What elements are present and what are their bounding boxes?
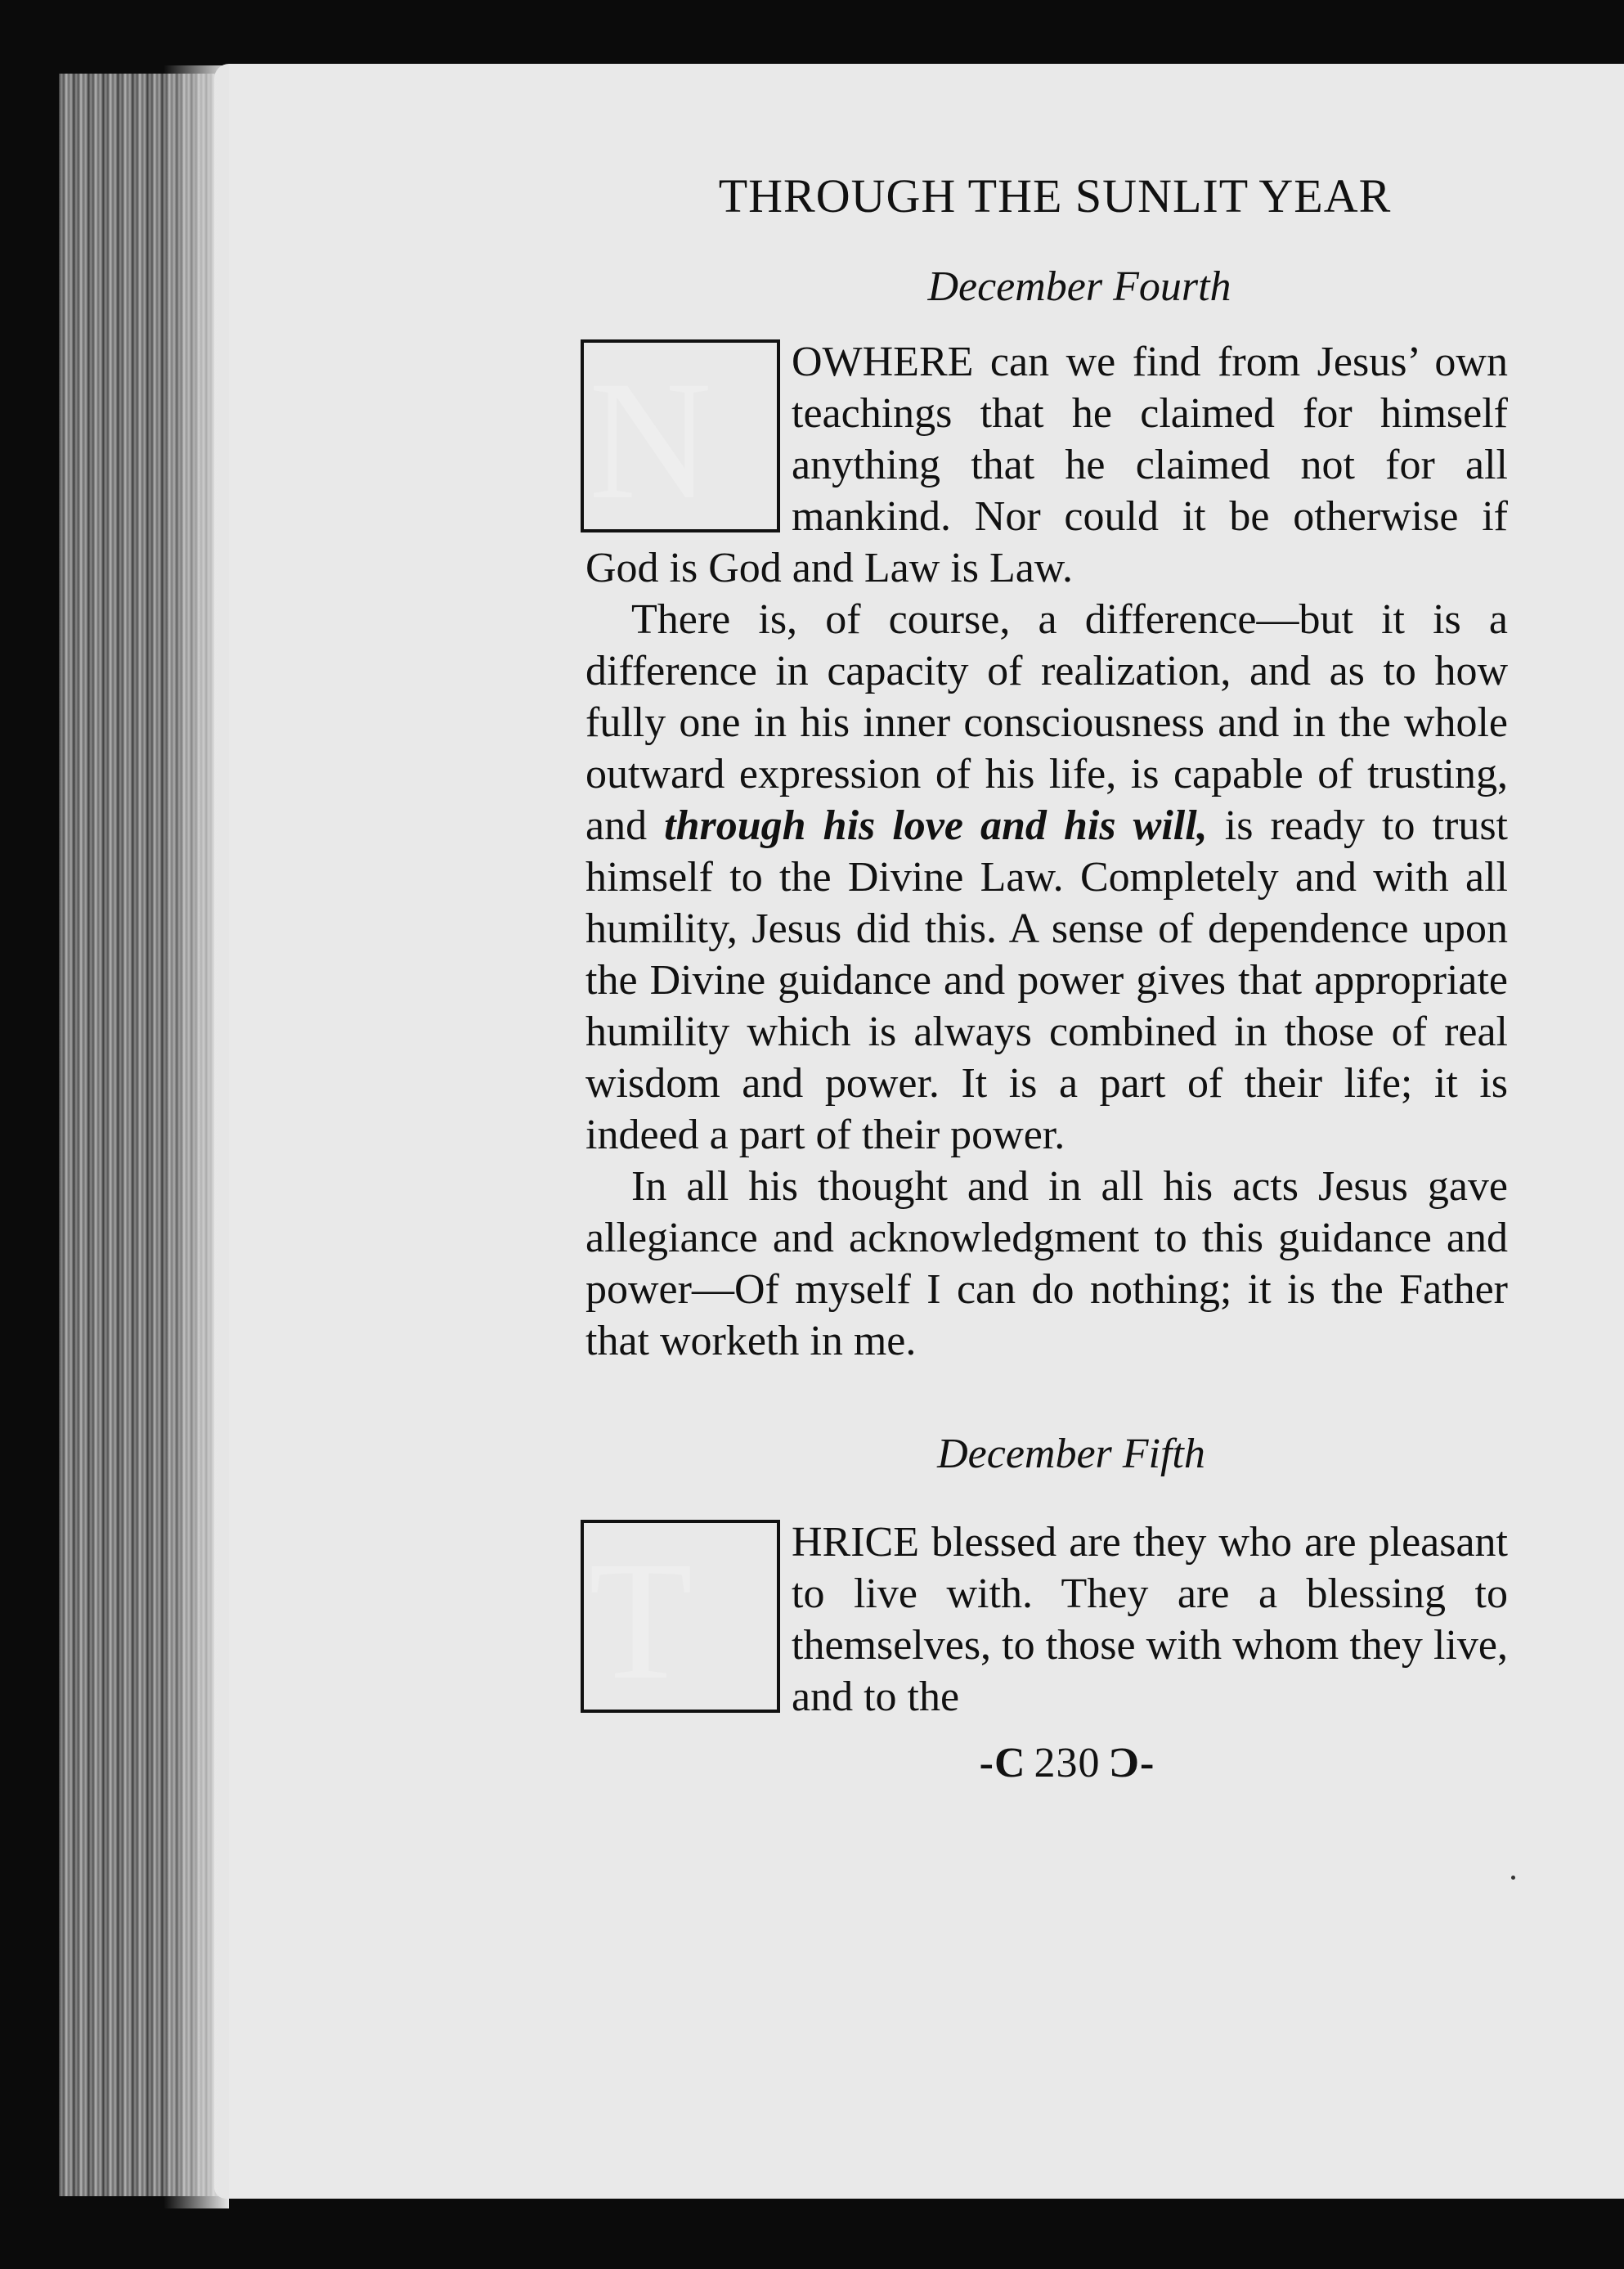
emphasized-text: through his love and his will, — [664, 802, 1208, 849]
paragraph-text: is ready to trust himself to the Divine Law. Completely and with all humility, Jesus did this. A sense of dependence upon the Divine guidance and power gives that appropriate humility which is always combined in those of real wisdom and power. It is a part of their life; it is indeed a part of their power. — [585, 802, 1508, 1158]
entry-paragraph — [585, 1516, 1508, 1723]
running-head: THROUGH THE SUNLIT YEAR — [718, 169, 1392, 222]
entry-paragraph — [585, 336, 1508, 594]
entry-paragraph — [585, 594, 1508, 1161]
ornamental-dropcap — [581, 339, 780, 532]
entry-december-fourth — [585, 263, 1508, 1367]
entry-date-heading: December Fourth — [927, 263, 1231, 310]
paragraph-text: In all his thought and in all his acts Jesus gave allegiance and acknowledgment to this guidance and power—Of myself I can do nothing; it is the Father that worketh in me. — [585, 1162, 1508, 1364]
entry-paragraph — [585, 1161, 1508, 1367]
paragraph-text: HRICE blessed are they who are pleasant to live with. They are a blessing to themselves, to those with whom they live, and to the — [792, 1519, 1508, 1721]
paragraph-text: There is, of course, a difference—but it is a difference in capacity of realization, and as to how fully one in his inner consciousness and in the whole outward expression of his life, is capable of trusting, and — [585, 595, 1508, 849]
ornament-right-icon: Ɔ- — [1108, 1740, 1155, 1787]
page-number: 230 — [1034, 1740, 1101, 1787]
ornamental-dropcap — [581, 1520, 780, 1713]
page-content — [585, 170, 1508, 1787]
entry-december-fifth — [585, 1431, 1508, 1723]
ornament-left-icon: -C — [979, 1740, 1026, 1787]
page-number-footer — [585, 1739, 1508, 1787]
paragraph-text: OWHERE can we find from Jesus’ own teachings that he claimed for himself anything that he claimed not for all mankind. Nor could it be otherwise if God is God and Law is Law. — [585, 338, 1508, 591]
gutter-shadow — [164, 65, 229, 2208]
entry-date-heading: December Fifth — [937, 1430, 1205, 1477]
scan-speck — [1511, 1876, 1515, 1880]
